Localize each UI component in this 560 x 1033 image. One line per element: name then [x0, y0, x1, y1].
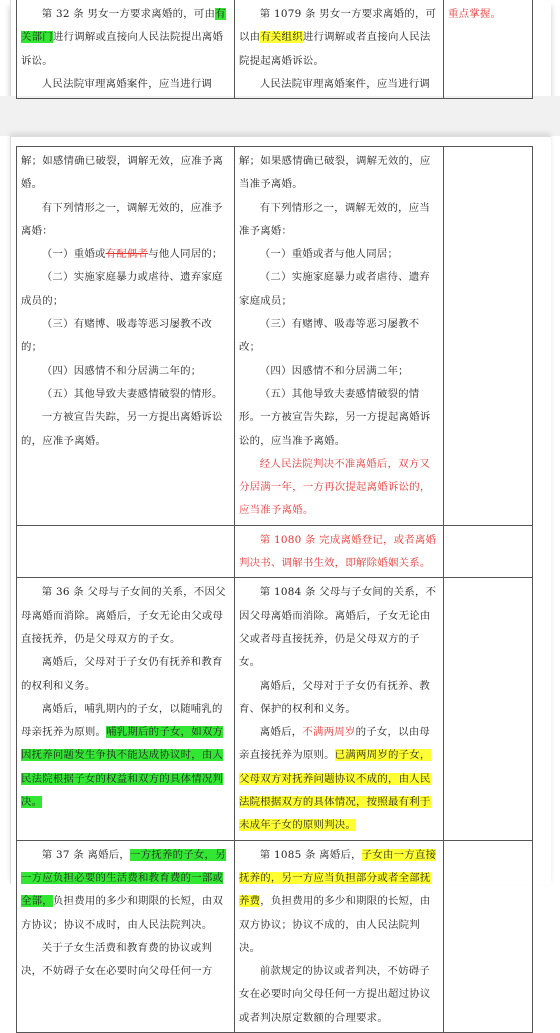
- table-row: [17, 147, 533, 526]
- table-row: [17, 525, 533, 578]
- article-paragraph: 第 1085 条 离婚后，子女由一方直接抚养的，另一方应当负担部分或者全部抚养费，负担费用的多少和期限的长短，由双方协议；协议不成的，由人民法院判决。: [239, 848, 437, 954]
- new-law-cell: [235, 0, 444, 99]
- article-paragraph: 离婚后，父母对于子女仍有抚养和教育的权利和义务。: [21, 656, 223, 692]
- article-paragraph: 人民法院审理离婚案件，应当进行调: [41, 77, 213, 90]
- note-cell: [444, 578, 533, 840]
- article-line: （二）实施家庭暴力或者虐待、遗弃家庭成员；: [239, 271, 431, 307]
- article-line: （五）其他导致夫妻感情破裂的情形。一方被宣告失踪，另一方提起离婚诉讼的，应当准予离婚。: [239, 387, 431, 447]
- article-paragraph: 人民法院审理离婚案件，应当进行调: [259, 77, 431, 90]
- article-line: 有下列情形之一，调解无效的，应准予离婚：: [21, 201, 223, 237]
- article-line: 解；如感情确已破裂，调解无效，应准予离婚。: [21, 155, 224, 191]
- article-line: （四）因感情不和分居满二年的；: [41, 364, 202, 377]
- article-line: （二）实施家庭暴力或虐待、遗弃家庭成员的；: [21, 271, 223, 307]
- note-cell: [444, 0, 533, 99]
- old-law-cell: [17, 0, 235, 99]
- article-paragraph: 离婚后，不满两周岁的子女，以由母亲直接抚养为原则。已满两周岁的子女，父母双方对抚养问题协议不成的，由人民法院根据双方的具体情况，按照最有利于未成年子女的原则判决。: [239, 726, 431, 832]
- article-line: 解；如果感情确已破裂，调解无效的，应当准予离婚。: [239, 155, 431, 191]
- page-gap: [0, 96, 560, 136]
- old-law-cell: [17, 525, 235, 578]
- article-line: （五）其他导致夫妻感情破裂的情形。: [41, 387, 223, 400]
- article-line: （三）有赌博、吸毒等恶习屡教不改的；: [21, 318, 213, 354]
- note-cell: [444, 525, 533, 578]
- article-paragraph: 第 1079 条 男女一方要求离婚的，可以由有关组织进行调解或者直接向人民法院提起离婚诉讼。: [239, 8, 437, 67]
- table-row: [17, 578, 533, 840]
- article-paragraph: 第 1084 条 父母与子女间的关系，不因父母离婚而消除。离婚后，子女无论由父或者母直接抚养，仍是父母双方的子女。: [239, 586, 437, 669]
- comparison-table-top: [16, 0, 533, 99]
- article-paragraph: 第 36 条 父母与子女间的关系，不因父母离婚而消除。离婚后，子女无论由父或母直接抚养，仍是父母双方的子女。: [21, 586, 226, 645]
- added-article: 第 1080 条 完成离婚登记，或者离婚判决书、调解书生效，即解除婚姻关系。: [239, 533, 437, 570]
- article-paragraph: 前款规定的协议或者判决，不妨碍子女在必要时向父母任何一方提出超过协议或者判决原定数额的合理要求。: [239, 965, 431, 1024]
- note-text: 重点掌握。: [448, 8, 502, 20]
- note-cell: [444, 147, 533, 526]
- old-law-cell: [17, 147, 235, 526]
- article-paragraph: 离婚后，哺乳期内的子女，以随哺乳的母亲抚养为原则。哺乳期后的子女，如双方因抚养问题发生争执不能达成协议时，由人民法院根据子女的权益和双方的具体情况判决。: [21, 702, 224, 809]
- comparison-table: [16, 146, 533, 1033]
- article-line: （三）有赌博、吸毒等恶习屡教不改；: [239, 318, 420, 354]
- new-law-cell: [235, 840, 444, 1032]
- table-row: [17, 840, 533, 1032]
- article-line: （一）重婚或有配偶者与他人同居的；: [41, 248, 223, 261]
- old-law-cell: [17, 840, 235, 1032]
- article-line: 一方被宣告失踪，另一方提出离婚诉讼的，应准予离婚。: [21, 411, 223, 447]
- added-text: 经人民法院判决不准离婚后，双方又分居满一年，一方再次提起离婚诉讼的，应当准予离婚。: [239, 457, 431, 517]
- article-line: 有下列情形之一，调解无效的，应当准予离婚：: [239, 201, 431, 237]
- article-paragraph: 第 32 条 男女一方要求离婚的，可由有关部门进行调解或直接向人民法院提出离婚诉讼。: [21, 8, 226, 67]
- article-paragraph: 关于子女生活费和教育费的协议或判决，不妨碍子女在必要时向父母任何一方: [21, 941, 213, 978]
- table-row: [17, 0, 533, 99]
- new-law-cell: [235, 578, 444, 840]
- deleted-text: 有配偶者: [105, 248, 149, 261]
- new-law-cell: [235, 147, 444, 526]
- article-paragraph: 第 37 条 离婚后，一方抚养的子女，另一方应负担必要的生活费和教育费的一部或全部，负担费用的多少和期限的长短，由双方协议；协议不成时，由人民法院判决。: [21, 848, 226, 931]
- article-line: （一）重婚或者与他人同居；: [259, 248, 399, 261]
- article-line: （四）因感情不和分居满二年；: [259, 364, 409, 377]
- old-law-cell: [17, 578, 235, 840]
- article-paragraph: 离婚后，父母对于子女仍有抚养、教育、保护的权利和义务。: [239, 679, 431, 715]
- note-cell: [444, 840, 533, 1032]
- new-law-cell: [235, 525, 444, 578]
